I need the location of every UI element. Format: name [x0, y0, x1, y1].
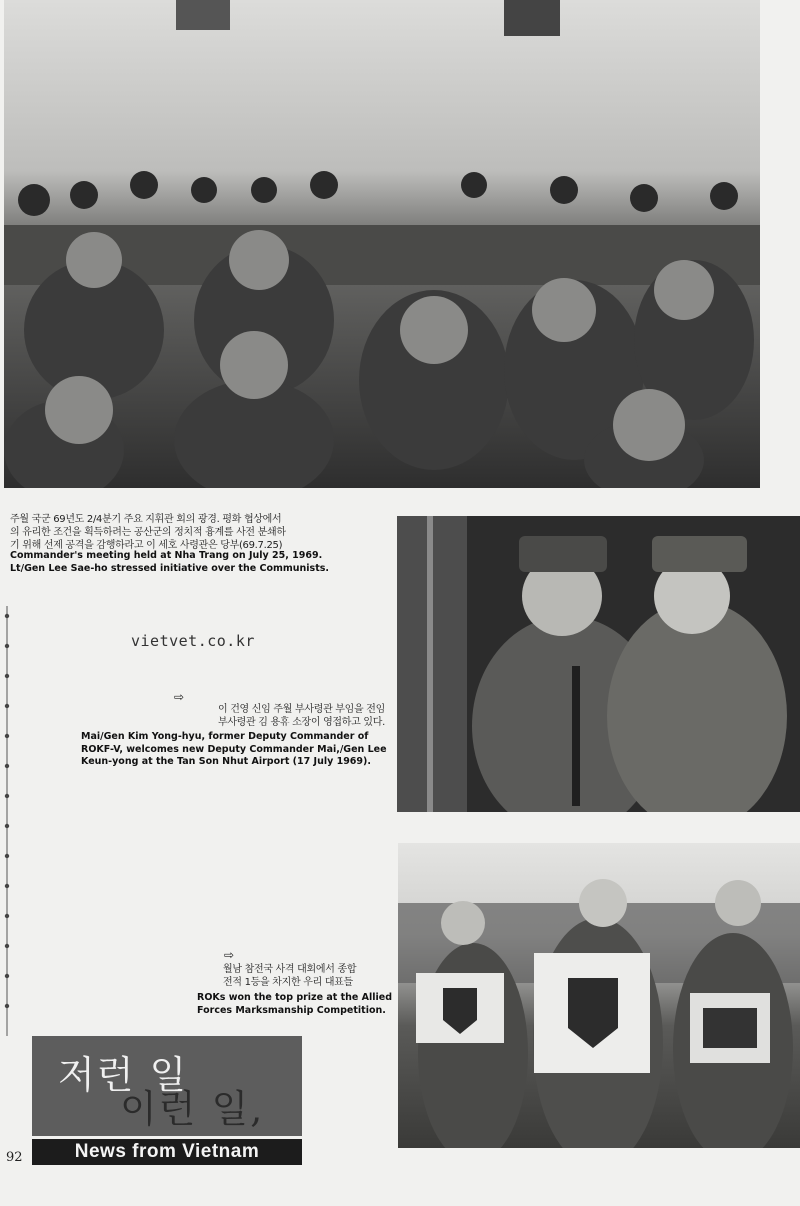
edge-ruler-decoration [2, 606, 12, 1036]
section-title-block [32, 1036, 302, 1136]
marksmanship-photo-image [398, 843, 800, 1148]
caption-line: Forces Marksmanship Competition. [197, 1004, 386, 1016]
caption-line: 월남 참전국 사격 대회에서 종합 [223, 964, 357, 975]
caption-line: Lt/Gen Lee Sae-ho stressed initiative over the Communists. [10, 563, 330, 574]
meeting-caption-english [10, 549, 340, 575]
caption-line: 주월 국군 69년도 2/4분기 주요 지휘관 회의 광경. 평화 협상에서 [10, 514, 282, 525]
caption-line: Commander's meeting held at Nha Trang on July 25, 1969. [10, 550, 323, 561]
caption-line: 기 위해 선제 공격을 감행하라고 이 세호 사령관은 당부(69.7.25) [10, 540, 283, 551]
caption-line: Keun-yong at the Tan Son Nhut Airport (17 July 1969). [81, 756, 371, 767]
watermark-url: vietvet.co.kr [131, 632, 255, 650]
caption-line: Mai/Gen Kim Yong-hyu, former Deputy Commander of [81, 731, 369, 742]
right-arrow-icon: ⇨ [174, 690, 185, 704]
title-korean-line1: 저런 일 [58, 1053, 189, 1097]
caption-line: 이 건영 신임 주월 부사령관 부임을 전임 [217, 704, 385, 715]
airport-welcome-photo [397, 516, 800, 812]
caption-line: ROKF-V, welcomes new Deputy Commander Mai,/Gen Lee [81, 743, 387, 755]
title-korean-line2: 이런 일, [120, 1087, 265, 1131]
airport-caption-english [81, 731, 387, 769]
airport-welcome-photo-image [397, 516, 800, 812]
right-arrow-icon: ⇨ [224, 948, 235, 962]
section-title-bar [32, 1139, 302, 1165]
meeting-photo-image [4, 0, 760, 488]
marksmanship-photo [398, 843, 800, 1148]
caption-line: ROKs won the top prize at the Allied [197, 992, 393, 1003]
page-number: 92 [6, 1150, 23, 1165]
caption-line: 부사령관 김 용휴 소장이 영접하고 있다. [217, 717, 385, 728]
caption-line: 전적 1등을 차지한 우리 대표들 [223, 977, 353, 988]
section-title-english: News from Vietnam [74, 1141, 260, 1162]
meeting-photo [4, 0, 760, 488]
meeting-caption-korean [10, 513, 340, 552]
marksmanship-caption-english [197, 992, 393, 1017]
marksmanship-caption-korean [223, 963, 383, 989]
caption-line: 의 유리한 조건을 획득하려는 공산군의 정치적 흉계를 사전 분쇄하 [10, 527, 286, 538]
airport-caption-korean [175, 703, 385, 729]
